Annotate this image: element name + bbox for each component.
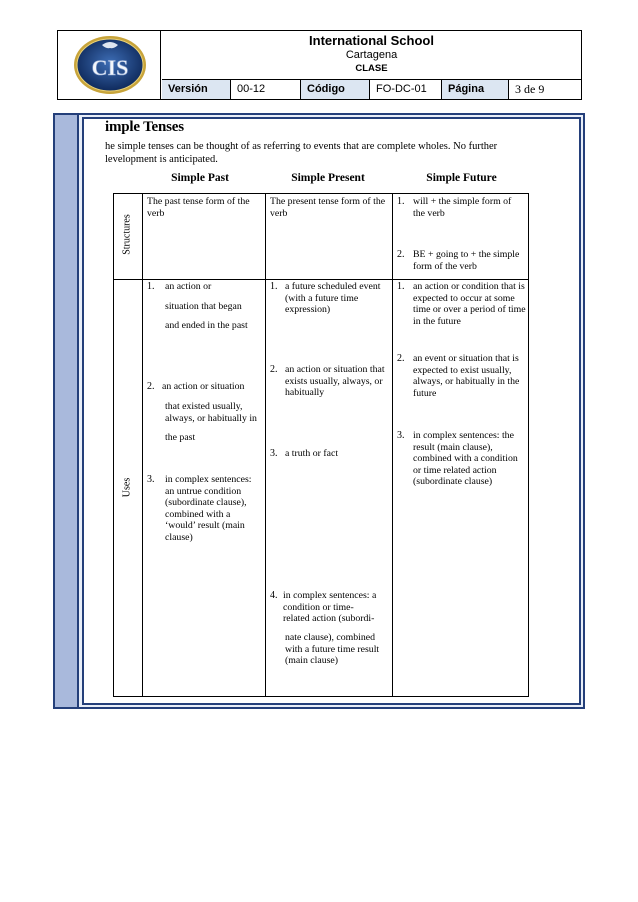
intro-paragraph: [105, 140, 515, 166]
meta-row: [162, 79, 581, 99]
frame-sidebar: [55, 115, 79, 707]
structure-future-2-num: 2.: [397, 249, 405, 260]
use-past-1a: an action or: [165, 281, 212, 292]
use-future-2: an event or situation that is expected to exist usually, always, or habitually in the future: [413, 353, 520, 399]
document-header: [57, 30, 582, 100]
use-past-2c: the past: [165, 432, 196, 443]
structure-future-1-num: 1.: [397, 196, 405, 207]
row-label-uses: Uses: [121, 477, 133, 498]
school-logo: [58, 31, 161, 99]
use-past-3: in complex sentences: an untrue condition (subordinate clause), combined with a ‘would’ result (main clause): [165, 474, 252, 543]
use-present-4-num: 4.: [270, 590, 278, 601]
code-label: Código: [301, 80, 370, 99]
city: Cartagena: [345, 49, 398, 61]
row-label-structures: Structures: [121, 214, 133, 255]
use-past-2-num: 2.: [147, 381, 155, 392]
structure-future-2: BE + going to + the simple form of the verb: [413, 249, 520, 272]
use-past-2b: that existed usually, always, or habitually in: [165, 401, 257, 424]
use-past-1c: and ended in the past: [165, 320, 248, 331]
use-present-1: a future scheduled event (with a future time expression): [285, 281, 381, 315]
intro-line-1: he simple tenses can be thought of as referring to events that are complete wholes. No further: [105, 141, 498, 152]
page-value: 3 de 9: [515, 82, 545, 96]
code-value: FO-DC-01: [370, 80, 442, 99]
header-simple-future: Simple Future: [426, 172, 497, 184]
header-simple-past: Simple Past: [171, 172, 229, 184]
use-past-3-num: 3.: [147, 474, 155, 485]
col-divider: [392, 194, 393, 696]
logo-text: CIS: [91, 55, 129, 80]
header-title-cell: [162, 31, 581, 79]
col-divider: [142, 194, 143, 696]
use-present-3-num: 3.: [270, 448, 278, 459]
use-future-2-num: 2.: [397, 353, 405, 364]
use-present-4b: nate clause), combined with a future time result (main clause): [285, 632, 380, 666]
structure-future-1: will + the simple form of the verb: [413, 196, 512, 219]
version-value: 00-12: [231, 80, 301, 99]
col-divider: [265, 194, 266, 696]
doc-type: CLASE: [355, 63, 388, 74]
use-past-1-num: 1.: [147, 281, 155, 292]
intro-line-2: levelopment is anticipated.: [105, 154, 218, 165]
page-label: Página: [442, 80, 509, 99]
use-present-3: a truth or fact: [285, 448, 339, 459]
version-label: Versión: [162, 80, 231, 99]
structure-past: The past tense form of the verb: [147, 196, 250, 219]
use-future-3-num: 3.: [397, 430, 405, 441]
use-past-1b: situation that began: [165, 301, 242, 312]
use-future-1-num: 1.: [397, 281, 405, 292]
row-divider: [114, 279, 528, 280]
page-title: imple Tenses: [105, 119, 184, 135]
structure-present: The present tense form of the verb: [270, 196, 386, 219]
use-future-3: in complex sentences: the result (main clause), combined with a condition or time related action (subordinate clause): [413, 430, 518, 487]
use-present-2: an action or situation that exists usually, always, or habitually: [285, 364, 385, 398]
header-simple-present: Simple Present: [291, 172, 365, 184]
school-name: International School: [309, 33, 434, 48]
use-present-2-num: 2.: [270, 364, 278, 375]
use-present-1-num: 1.: [270, 281, 278, 292]
use-present-4a: in complex sentences: a condition or time-related action (subordi-: [283, 590, 377, 624]
logo-cell: [58, 31, 161, 99]
use-future-1: an action or condition that is expected to occur at some time or over a period of time in the future: [413, 281, 526, 327]
use-past-2a: an action or situation: [162, 381, 245, 392]
